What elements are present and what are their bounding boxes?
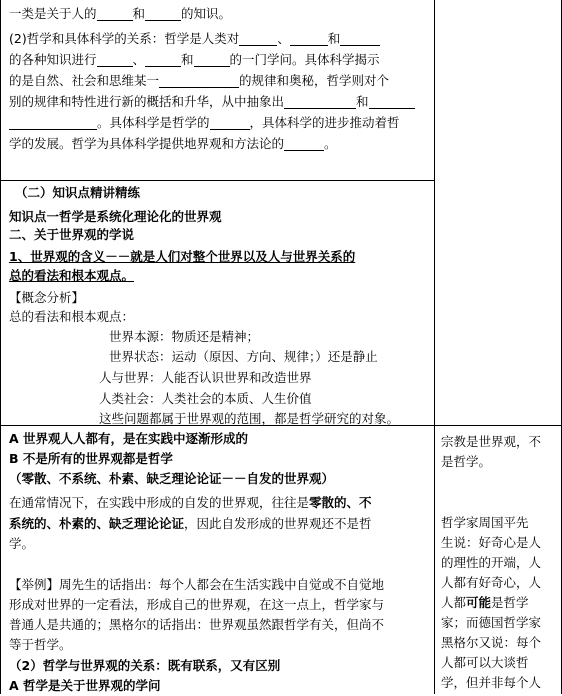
text-line — [9, 493, 372, 513]
text: 的是自然、社会和思维某一 — [9, 73, 160, 88]
text: 别的规律和特性进行新的概括和升华，从中抽象出 — [9, 94, 285, 109]
text: 系统的、朴素的、缺乏理论论证 — [9, 516, 185, 531]
blank — [97, 6, 133, 21]
column-divider — [434, 0, 435, 694]
definition-line: 总的看法和根本观点。 — [9, 268, 135, 283]
text: 和 — [132, 6, 146, 21]
table-border-left — [0, 0, 1, 694]
text: 的一门学问。具体科学揭示 — [229, 52, 380, 67]
row-divider-side — [434, 425, 562, 426]
text-line: 世界本源：物质还是精神； — [109, 329, 260, 344]
example-line: 【举例】周先生的话指出：每个人都会在生活实践中自觉或不自觉地 — [9, 577, 385, 592]
point-a: A 世界观人人都有，是在实践中逐渐形成的 — [9, 431, 249, 446]
text-line: 这些问题都属于世界观的范围，都是哲学研究的对象。 — [99, 411, 400, 426]
text: 的各种知识进行 — [9, 52, 97, 67]
text-line — [9, 134, 337, 154]
blank — [340, 31, 380, 46]
text: 一类是关于人的 — [9, 6, 97, 21]
blank — [145, 6, 181, 21]
text: (2)哲学和具体科学的关系：哲学是人类对 — [9, 31, 240, 46]
subheading: 二、关于世界观的学说 — [9, 227, 135, 242]
text: 是哲学。 — [441, 454, 492, 469]
text: 是哲学 — [491, 595, 529, 610]
point-b: B 不是所有的世界观都是哲学 — [9, 451, 173, 466]
text-line: 世界状态：运动（原因、方向、规律；）还是静止 — [109, 349, 378, 364]
text: 可能 — [466, 595, 492, 610]
example-line: 形成对世界的一定看法，形成自己的世界观，在这一点上，哲学家与 — [9, 597, 385, 612]
text: 和 — [356, 94, 369, 109]
blank — [239, 31, 277, 46]
text: 在通常情况下，在实践中形成的自发的世界观，往往是 — [9, 495, 310, 510]
text-line — [9, 71, 389, 91]
text: 零散的、不 — [309, 495, 372, 510]
definition-line: 1、世界观的含义－－就是人们对整个世界以及人与世界关系的 — [9, 249, 356, 264]
text-line — [9, 4, 231, 24]
text-line: 人类社会：人类社会的本质、人生价值 — [99, 391, 312, 406]
example-line: 普通人是共通的；黑格尔的话指出：世界观虽然跟哲学有关，但尚不 — [9, 617, 385, 632]
text-line: 人与世界：人能否认识世界和改造世界 — [99, 370, 312, 385]
blank — [369, 94, 415, 109]
blank — [159, 73, 239, 88]
relationship-heading: （2）哲学与世界观的关系：既有联系，又有区别 — [9, 658, 281, 673]
blank — [194, 52, 230, 67]
blank — [290, 31, 328, 46]
text: 哲学家周国平先 — [441, 515, 529, 530]
text: 黑格尔又说：每个 — [441, 635, 542, 650]
text: 、 — [277, 31, 290, 46]
point-a: A 哲学是关于世界观的学问 — [9, 678, 161, 693]
text-line — [9, 50, 380, 70]
text: 。具体科学是哲学的 — [97, 115, 210, 130]
example-line: 等于哲学。 — [9, 637, 72, 652]
text-line: （零散、不系统、朴素、缺乏理论论证－－自发的世界观） — [9, 471, 335, 486]
text-line — [9, 92, 415, 112]
text: 和 — [327, 31, 341, 46]
text: ，因此自发形成的世界观还不是哲 — [184, 516, 372, 531]
text: 人都 — [441, 595, 467, 610]
row-divider-1 — [0, 180, 434, 181]
text: 学的发展。哲学为具体科学提供地界观和方法论的 — [9, 136, 285, 151]
text: 生说：好奇心是人 — [441, 535, 542, 550]
text: 学，但并非每个人 — [441, 675, 542, 690]
text: 的规律和奥秘，哲学则对个 — [239, 73, 390, 88]
text-line — [9, 113, 400, 133]
text: ，具体科学的进步推动着哲 — [249, 115, 400, 130]
blank — [284, 94, 356, 109]
text-line — [9, 514, 372, 534]
text: 人都有好奇心，人 — [441, 575, 542, 590]
blank — [97, 52, 133, 67]
text: 的理性的开端，人 — [441, 555, 542, 570]
blank — [284, 136, 324, 151]
text: 和 — [181, 52, 194, 67]
section-heading: （二）知识点精讲精练 — [15, 185, 141, 200]
text-line — [441, 593, 555, 613]
text-line: 总的看法和根本观点： — [9, 309, 135, 324]
blank — [145, 52, 181, 67]
text: 人都可以大谈哲 — [441, 655, 529, 670]
text-line — [9, 29, 380, 49]
text: 、 — [132, 52, 146, 67]
knowledge-point-title: 知识点一哲学是系统化理论化的世界观 — [9, 209, 222, 224]
concept-label: 【概念分析】 — [9, 290, 85, 305]
blank — [210, 115, 250, 130]
text: 家；而德国哲学家 — [441, 615, 542, 630]
text: 。 — [324, 136, 337, 151]
side-note-example — [441, 513, 555, 693]
text-line: 学。 — [9, 536, 35, 551]
side-note-religion — [441, 432, 555, 472]
blank — [9, 115, 97, 130]
text: 宗教是世界观，不 — [441, 434, 542, 449]
text: 的知识。 — [181, 6, 232, 21]
